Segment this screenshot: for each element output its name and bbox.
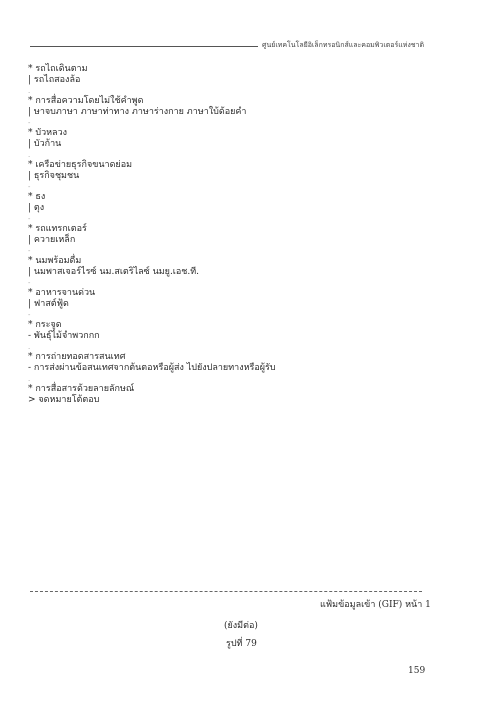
running-title: ศูนย์เทคโนโลยีอิเล็กทรอนิกส์และคอมพิวเตอร์แห่งชาติ	[262, 41, 424, 49]
figure-caption: รูปที่ 79	[226, 639, 257, 649]
entry-term: * การถ่ายทอดสารสนเทศ	[28, 352, 126, 362]
entry	[28, 192, 448, 224]
entry-separator: .	[28, 151, 31, 159]
entry-term: * บัวหลวง	[28, 128, 68, 138]
entry-separator: -	[28, 215, 31, 223]
entry	[28, 96, 448, 128]
entry	[28, 256, 448, 288]
thesaurus-entry-list	[28, 64, 448, 406]
entry-related-term: | ควายเหล็ก	[28, 235, 76, 245]
entry-related-term: | ธุรกิจชุมชน	[28, 171, 80, 181]
page-number: 159	[408, 666, 426, 676]
entry-term: * รถไถเดินตาม	[28, 64, 88, 74]
entry-term: * นมพร้อมดื่ม	[28, 256, 82, 266]
entry-related-term: - พันธุ์ไม้จำพวกกก	[28, 331, 100, 341]
entry-related-term: | นมพาสเจอร์ไรซ์ นม.สเตริไลซ์ นมยู.เอช.ที.	[28, 267, 200, 277]
entry-separator: .	[28, 343, 31, 351]
entry-term: * ธง	[28, 192, 46, 202]
entry-separator: -	[28, 183, 31, 191]
entry-related-term: | รถไถสองล้อ	[28, 75, 81, 85]
entry	[28, 224, 448, 256]
entry-term: * การสื่อความโดยไม่ใช้คำพูด	[28, 96, 144, 106]
entry-related-term: | ษาจบภาษา ภาษาท่าทาง ภาษาร่างกาย ภาษาใบ้ด้อยคำ	[28, 107, 247, 117]
entry-term: * กระจูด	[28, 320, 62, 330]
entry	[28, 160, 448, 192]
entry-separator: -	[28, 311, 31, 319]
header-rule	[30, 46, 258, 47]
entry	[28, 320, 448, 352]
entry-related-term: > จดหมายโต้ตอบ	[28, 395, 100, 405]
entry	[28, 384, 448, 406]
entry-related-term: | ฟาสต์ฟู้ด	[28, 299, 69, 309]
entry-separator: .	[28, 375, 31, 383]
dashed-separator	[30, 591, 422, 592]
file-caption: แฟ้มข้อมูลเข้า (GIF) หน้า 1	[320, 600, 431, 610]
entry	[28, 352, 448, 384]
entry-term: * รถแทรกเตอร์	[28, 224, 87, 234]
entry-related-term: | บัวก้าน	[28, 139, 62, 149]
entry-term: * เครือข่ายธุรกิจขนาดย่อม	[28, 160, 133, 170]
entry-separator: .	[28, 87, 31, 95]
entry-related-term: - การส่งผ่านข้อสนเทศจากต้นตอหรือผู้ส่ง ไปยังปลายทางหรือผู้รับ	[28, 363, 276, 373]
continued-note: (ยังมีต่อ)	[224, 621, 258, 631]
entry	[28, 288, 448, 320]
entry	[28, 128, 448, 160]
entry-separator: -	[28, 119, 31, 127]
entry-term: * อาหารจานด่วน	[28, 288, 96, 298]
entry	[28, 64, 448, 96]
entry-related-term: | ตุง	[28, 203, 45, 213]
entry-separator: -	[28, 279, 31, 287]
entry-separator: -	[28, 247, 31, 255]
entry-term: * การสื่อสารด้วยลายลักษณ์	[28, 384, 135, 394]
